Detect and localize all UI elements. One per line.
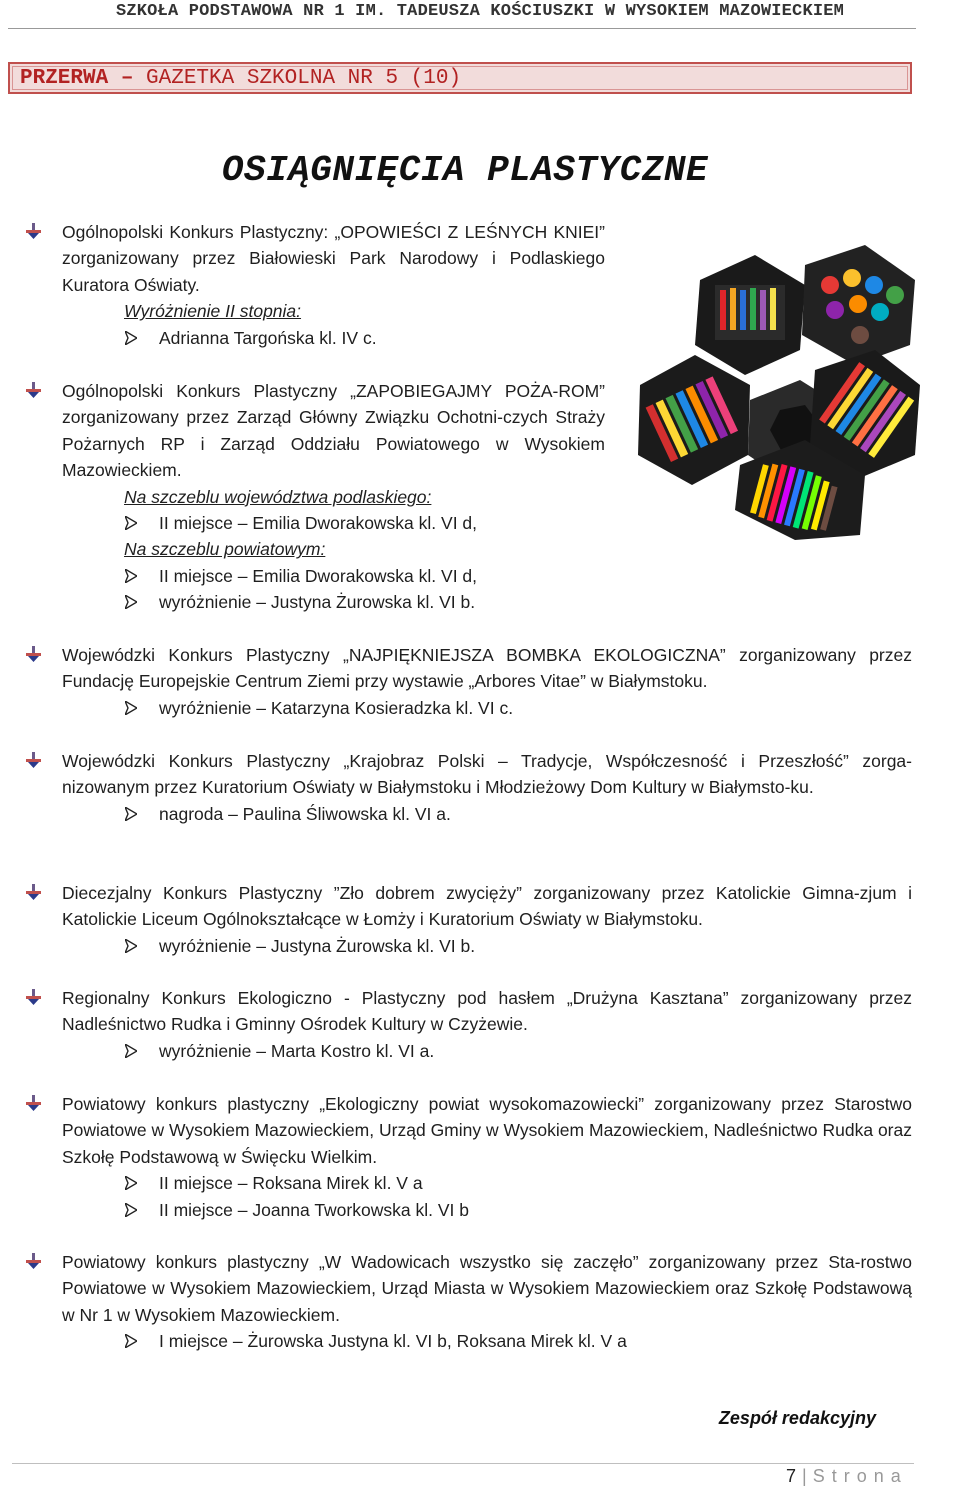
arrow-down-bullet-icon — [26, 646, 41, 662]
award-item — [62, 1038, 912, 1064]
arrowhead-bullet-icon — [125, 1176, 137, 1190]
award-item — [62, 801, 912, 827]
banner-title-bold: PRZERWA – — [20, 67, 134, 90]
award-subheading: Wyróżnienie II stopnia: — [124, 301, 302, 322]
page-number-value: 7 — [786, 1466, 797, 1486]
contest-description: Regionalny Konkurs Ekologiczno - Plastyczny pod hasłem „Drużyna Kasztana” zorganizowany przez Nadleśnictwo Rudka i Gminny Ośrodek Kultury w Czyżewie. — [62, 988, 912, 1035]
award-subheading: Na szczeblu województwa podlaskiego: — [124, 486, 432, 507]
banner-title-rest: GAZETKA SZKOLNA NR 5 (10) — [133, 67, 462, 90]
contest-entry — [62, 880, 912, 959]
award-item — [62, 325, 605, 351]
award-text: I miejsce – Żurowska Justyna kl. VI b, Roksana Mirek kl. V a — [159, 1331, 627, 1352]
arrow-down-bullet-icon — [26, 382, 41, 398]
footer-divider — [12, 1463, 914, 1464]
award-text: nagroda – Paulina Śliwowska kl. VI a. — [159, 803, 451, 824]
award-text: wyróżnienie – Justyna Żurowska kl. VI b. — [159, 935, 476, 956]
editorial-signature: Zespół redakcyjny — [718, 1408, 876, 1428]
page-label: Strona — [812, 1466, 908, 1486]
arrowhead-bullet-icon — [125, 939, 137, 953]
arrow-down-bullet-icon — [26, 989, 41, 1005]
contest-entry — [62, 1091, 912, 1223]
header-divider — [8, 28, 916, 29]
page-number — [786, 1466, 908, 1487]
contest-entry — [62, 642, 912, 721]
award-text: wyróżnienie – Justyna Żurowska kl. VI b. — [159, 592, 476, 613]
arrowhead-bullet-icon — [125, 1044, 137, 1058]
contest-description: Powiatowy konkurs plastyczny „W Wadowicach wszystko się zaczęło” zorganizowany przez Sta-rostwo Powiatowe w Wysokiem Mazowieckiem, Urząd Miasta w Wysokiem Mazowieckiem oraz Szkołę Podstawową w Nr 1 w Wysokiem Mazowieckiem. — [62, 1252, 912, 1325]
arrowhead-bullet-icon — [125, 1334, 137, 1348]
contest-description: Ogólnopolski Konkurs Plastyczny: „OPOWIEŚCI Z LEŚNYCH KNIEI” zorganizowany przez Białowieski Park Narodowy i Podlaskiego Kuratora Oświaty. — [62, 222, 605, 295]
award-item — [62, 563, 605, 589]
arrowhead-bullet-icon — [125, 595, 137, 609]
award-item — [62, 510, 605, 536]
contest-description: Ogólnopolski Konkurs Plastyczny „ZAPOBIEGAJMY POŻA-ROM” zorganizowany przez Zarząd Główny Związku Ochotni-czych Straży Pożarnych RP i Zarząd Oddziału Powiatowego w Wysokiem Mazowieckiem. — [62, 381, 605, 481]
award-text: Adrianna Targońska kl. IV c. — [159, 327, 377, 348]
award-text: wyróżnienie – Marta Kostro kl. VI a. — [159, 1040, 435, 1061]
arrow-down-bullet-icon — [26, 223, 41, 239]
arrowhead-bullet-icon — [125, 701, 137, 715]
award-item — [62, 695, 912, 721]
award-item — [62, 589, 605, 615]
arrow-down-bullet-icon — [26, 1253, 41, 1269]
award-text: II miejsce – Emilia Dworakowska kl. VI d, — [159, 513, 478, 534]
arrow-down-bullet-icon — [26, 752, 41, 768]
contest-entry — [62, 985, 912, 1064]
contest-description: Wojewódzki Konkurs Plastyczny „NAJPIĘKNIEJSZA BOMBKA EKOLOGICZNA” zorganizowany przez Fundację Europejskie Centrum Ziemi przy wystawie „Arbores Vitae” w Białymstoku. — [62, 645, 912, 692]
art-supplies-photo — [630, 240, 920, 540]
page-number-separator: | — [802, 1466, 807, 1486]
contest-entry — [62, 219, 605, 351]
award-item — [62, 933, 912, 959]
contest-entry — [62, 1249, 912, 1355]
arrowhead-bullet-icon — [125, 1203, 137, 1217]
contest-description: Diecezjalny Konkurs Plastyczny ”Zło dobrem zwycięży” zorganizowany przez Katolickie Gimna-zjum i Katolickie Liceum Ogólnokształcące w Łomży i Kuratorium Oświaty w Białymstoku. — [62, 883, 912, 930]
contest-entry — [62, 748, 912, 827]
arrow-down-bullet-icon — [26, 1095, 41, 1111]
newsletter-banner — [8, 62, 912, 94]
award-text: II miejsce – Roksana Mirek kl. V a — [159, 1173, 423, 1194]
banner-title — [20, 67, 461, 90]
contest-description: Wojewódzki Konkurs Plastyczny „Krajobraz Polski – Tradycje, Współczesność i Przeszłość” zorga-nizowanym przez Kuratorium Oświaty w Białymstoku i Młodzieżowy Dom Kultury w Białymsto-ku. — [62, 751, 912, 798]
school-header: SZKOŁA PODSTAWOWA NR 1 IM. TADEUSZA KOŚCIUSZKI W WYSOKIEM MAZOWIECKIEM — [115, 2, 845, 21]
award-item — [62, 1197, 912, 1223]
award-text: wyróżnienie – Katarzyna Kosieradzka kl. VI c. — [159, 697, 514, 718]
arrowhead-bullet-icon — [125, 569, 137, 583]
award-item — [62, 1328, 912, 1354]
page-title: OSIĄGNIĘCIA PLASTYCZNE — [221, 150, 709, 191]
award-item — [62, 1170, 912, 1196]
award-text: II miejsce – Joanna Tworkowska kl. VI b — [159, 1199, 469, 1220]
contest-description: Powiatowy konkurs plastyczny „Ekologiczny powiat wysokomazowiecki” zorganizowany przez Starostwo Powiatowe w Wysokiem Mazowieckiem, Urząd Gminy w Wysokiem Mazowieckiem, Nadleśnictwo Rudka oraz Szkołę Podstawową w Święcku Wielkim. — [62, 1094, 912, 1167]
arrow-down-bullet-icon — [26, 884, 41, 900]
arrowhead-bullet-icon — [125, 516, 137, 530]
arrowhead-bullet-icon — [125, 807, 137, 821]
arrowhead-bullet-icon — [125, 331, 137, 345]
award-subheading: Na szczeblu powiatowym: — [124, 539, 326, 560]
contest-entry — [62, 378, 605, 616]
award-text: II miejsce – Emilia Dworakowska kl. VI d, — [159, 565, 478, 586]
